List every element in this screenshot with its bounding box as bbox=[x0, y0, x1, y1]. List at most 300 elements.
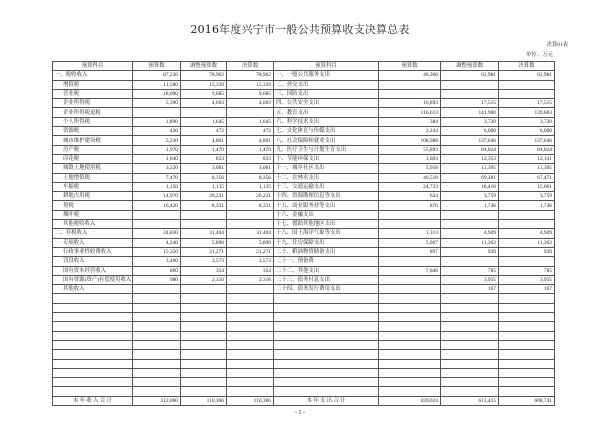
income-final-cell bbox=[227, 322, 274, 331]
income-adjusted-cell: 21,271 bbox=[181, 247, 227, 256]
expenditure-final-cell: 785 bbox=[499, 266, 555, 275]
expenditure-item-cell: 二十二、其他支出 bbox=[274, 266, 379, 275]
income-adjusted-cell: 472 bbox=[181, 127, 227, 136]
income-item-cell: 个人所得税 bbox=[53, 117, 133, 126]
document-title: 2016年度兴宁市一般公共预算收支决算总表 bbox=[190, 23, 410, 36]
expenditure-item-cell bbox=[274, 387, 379, 396]
table-row bbox=[53, 117, 555, 126]
income-budget-cell bbox=[133, 340, 181, 349]
expenditure-final-cell: 3,720 bbox=[499, 117, 555, 126]
income-item-cell: 企业所得税 bbox=[53, 99, 133, 108]
table-row bbox=[53, 80, 555, 89]
expenditure-final-cell bbox=[499, 313, 555, 322]
income-item-cell bbox=[53, 303, 133, 312]
expenditure-final-cell: 920 bbox=[499, 247, 555, 256]
expenditure-item-cell: 十四、资源勘探信息等支出 bbox=[274, 192, 379, 201]
income-final-cell bbox=[227, 108, 274, 117]
income-final-cell bbox=[227, 285, 274, 294]
empty-row bbox=[53, 350, 555, 359]
income-adjusted-cell bbox=[181, 210, 227, 219]
income-final-cell bbox=[227, 294, 274, 303]
income-item-cell bbox=[53, 368, 133, 377]
income-item-cell bbox=[53, 387, 133, 396]
expenditure-final-cell: 3,759 bbox=[499, 192, 555, 201]
income-budget-cell: 11,580 bbox=[133, 80, 181, 89]
expenditure-budget-cell bbox=[379, 220, 441, 229]
empty-row bbox=[53, 378, 555, 387]
expenditure-adjusted-cell bbox=[441, 387, 499, 396]
income-item-cell: 车船税 bbox=[53, 182, 133, 191]
budget-table bbox=[52, 61, 555, 406]
income-final-cell bbox=[227, 359, 274, 368]
expenditure-final-cell bbox=[499, 210, 555, 219]
header-income-item: 预算科目 bbox=[53, 62, 133, 71]
expenditure-adjusted-cell: 3,720 bbox=[441, 117, 499, 126]
income-budget-cell: 980 bbox=[133, 275, 181, 284]
expenditure-item-cell: 二十三、债务付息支出 bbox=[274, 275, 379, 284]
table-row bbox=[53, 89, 555, 98]
expenditure-item-cell bbox=[274, 322, 379, 331]
income-budget-cell bbox=[133, 313, 181, 322]
expenditure-adjusted-cell bbox=[441, 257, 499, 266]
income-item-cell: 营业税 bbox=[53, 89, 133, 98]
expenditure-item-cell: 十五、商业服务业等支出 bbox=[274, 201, 379, 210]
total-row bbox=[53, 396, 555, 405]
income-final-cell bbox=[227, 303, 274, 312]
expenditure-final-cell: 167 bbox=[499, 285, 555, 294]
expenditure-budget-cell: 5,958 bbox=[379, 164, 441, 173]
income-final-cell bbox=[227, 368, 274, 377]
expenditure-adjusted-cell: 17,515 bbox=[441, 99, 499, 108]
income-budget-cell bbox=[133, 368, 181, 377]
table-row bbox=[53, 99, 555, 108]
expenditure-final-cell bbox=[499, 294, 555, 303]
expenditure-item-cell: 十二、农林水支出 bbox=[274, 173, 379, 182]
expenditure-final-cell: 139,603 bbox=[499, 108, 555, 117]
income-item-cell: 印花税 bbox=[53, 154, 133, 163]
expenditure-budget-cell: 108,986 bbox=[379, 136, 441, 145]
expenditure-adjusted-cell bbox=[441, 350, 499, 359]
expenditure-final-cell bbox=[499, 80, 555, 89]
income-final-cell bbox=[227, 350, 274, 359]
expenditure-budget-cell: 116,613 bbox=[379, 108, 441, 117]
table-row bbox=[53, 201, 555, 210]
expenditure-budget-cell bbox=[379, 350, 441, 359]
expenditure-item-cell: 五、教育支出 bbox=[274, 108, 379, 117]
income-adjusted-cell: 8,331 bbox=[181, 201, 227, 210]
expenditure-item-cell: 二、外交支出 bbox=[274, 80, 379, 89]
expenditure-final-cell bbox=[499, 340, 555, 349]
table-row bbox=[53, 164, 555, 173]
expenditure-adjusted-cell bbox=[441, 322, 499, 331]
income-adjusted-cell bbox=[181, 108, 227, 117]
table-row bbox=[53, 145, 555, 154]
expenditure-adjusted-cell: 6,060 bbox=[441, 127, 499, 136]
income-budget-cell bbox=[133, 285, 181, 294]
income-item-cell bbox=[53, 294, 133, 303]
expenditure-item-cell: 八、社会保障和就业支出 bbox=[274, 136, 379, 145]
income-item-cell bbox=[53, 331, 133, 340]
income-final-cell: 4,801 bbox=[227, 136, 274, 145]
income-adjusted-cell: 4,801 bbox=[181, 136, 227, 145]
income-adjusted-cell: 78,962 bbox=[181, 71, 227, 80]
form-code: 决算01表 bbox=[546, 42, 568, 48]
income-budget-cell bbox=[133, 322, 181, 331]
income-item-cell: 城镇土地使用税 bbox=[53, 164, 133, 173]
income-adjusted-cell bbox=[181, 368, 227, 377]
table-row bbox=[53, 266, 555, 275]
expenditure-final-cell: 6,060 bbox=[499, 127, 555, 136]
expenditure-item-cell: 七、文化体育与传媒支出 bbox=[274, 127, 379, 136]
expenditure-budget-cell bbox=[379, 359, 441, 368]
expenditure-adjusted-cell bbox=[441, 313, 499, 322]
income-adjusted-cell: 2,316 bbox=[181, 275, 227, 284]
income-adjusted-cell: 15,339 bbox=[181, 80, 227, 89]
income-final-cell: 1,645 bbox=[227, 117, 274, 126]
table-row bbox=[53, 210, 555, 219]
expenditure-adjusted-cell bbox=[441, 359, 499, 368]
header-income-final: 决算数 bbox=[227, 62, 274, 71]
expenditure-budget-cell: 7,646 bbox=[379, 266, 441, 275]
income-adjusted-cell: 354 bbox=[181, 266, 227, 275]
income-final-cell: 5,890 bbox=[227, 238, 274, 247]
expenditure-item-cell: 一、一般公共服务支出 bbox=[274, 71, 379, 80]
income-item-cell: 国有资源(资产)有偿使用收入 bbox=[53, 275, 133, 284]
expenditure-final-cell: 4,949 bbox=[499, 229, 555, 238]
income-total-adjusted: 110,366 bbox=[181, 396, 227, 405]
table-row bbox=[53, 71, 555, 80]
income-budget-cell: 3,460 bbox=[133, 257, 181, 266]
income-total-label: 本 年 收 入 合 计 bbox=[53, 396, 133, 405]
income-budget-cell: 1,150 bbox=[133, 182, 181, 191]
expenditure-budget-cell bbox=[379, 257, 441, 266]
income-item-cell: 契税 bbox=[53, 201, 133, 210]
expenditure-final-cell: 11,363 bbox=[499, 238, 555, 247]
income-final-cell bbox=[227, 378, 274, 387]
income-final-cell bbox=[227, 210, 274, 219]
income-final-cell: 2,316 bbox=[227, 275, 274, 284]
table-row bbox=[53, 247, 555, 256]
income-adjusted-cell: 1,470 bbox=[181, 145, 227, 154]
expenditure-item-cell bbox=[274, 340, 379, 349]
income-adjusted-cell: 1,135 bbox=[181, 182, 227, 191]
income-budget-cell bbox=[133, 294, 181, 303]
expenditure-adjusted-cell: 69,281 bbox=[441, 173, 499, 182]
expenditure-item-cell: 二十、粮油物资储备支出 bbox=[274, 247, 379, 256]
expenditure-item-cell: 四、公共安全支出 bbox=[274, 99, 379, 108]
expenditure-adjusted-cell: 84,824 bbox=[441, 145, 499, 154]
income-adjusted-cell bbox=[181, 285, 227, 294]
table-row bbox=[53, 229, 555, 238]
expenditure-budget-cell bbox=[379, 368, 441, 377]
expenditure-item-cell: 十三、交通运输支出 bbox=[274, 182, 379, 191]
expenditure-budget-cell: 624 bbox=[379, 192, 441, 201]
income-adjusted-cell: 3,573 bbox=[181, 257, 227, 266]
expenditure-adjusted-cell bbox=[441, 303, 499, 312]
expenditure-budget-cell bbox=[379, 89, 441, 98]
income-budget-cell: 430 bbox=[133, 127, 181, 136]
expenditure-budget-cell bbox=[379, 285, 441, 294]
income-adjusted-cell bbox=[181, 322, 227, 331]
expenditure-final-cell: 1,746 bbox=[499, 201, 555, 210]
expenditure-final-cell: 13,395 bbox=[499, 164, 555, 173]
expenditure-final-cell: 12,141 bbox=[499, 154, 555, 163]
expenditure-total-adjusted: 613,415 bbox=[441, 396, 499, 405]
income-budget-cell: 1,040 bbox=[133, 154, 181, 163]
expenditure-adjusted-cell bbox=[441, 340, 499, 349]
expenditure-item-cell bbox=[274, 359, 379, 368]
income-final-cell: 3,081 bbox=[227, 164, 274, 173]
income-final-cell: 354 bbox=[227, 266, 274, 275]
expenditure-adjusted-cell bbox=[441, 220, 499, 229]
expenditure-adjusted-cell: 137,646 bbox=[441, 136, 499, 145]
expenditure-budget-cell bbox=[379, 331, 441, 340]
expenditure-adjusted-cell: 1,746 bbox=[441, 201, 499, 210]
expenditure-final-cell bbox=[499, 257, 555, 266]
expenditure-final-cell: 67,471 bbox=[499, 173, 555, 182]
expenditure-item-cell: 十六、金融支出 bbox=[274, 210, 379, 219]
header-income-adjusted: 调整预算数 bbox=[181, 62, 227, 71]
expenditure-final-cell: 84,824 bbox=[499, 145, 555, 154]
table-row bbox=[53, 173, 555, 182]
income-final-cell bbox=[227, 220, 274, 229]
expenditure-adjusted-cell: 920 bbox=[441, 247, 499, 256]
income-budget-cell: 14,970 bbox=[133, 192, 181, 201]
header-expenditure-item: 预算科目 bbox=[274, 62, 379, 71]
expenditure-budget-cell: 1,313 bbox=[379, 229, 441, 238]
income-final-cell: 8,331 bbox=[227, 201, 274, 210]
expenditure-item-cell: 十九、住房保障支出 bbox=[274, 238, 379, 247]
income-adjusted-cell: 833 bbox=[181, 154, 227, 163]
table-row bbox=[53, 238, 555, 247]
income-final-cell bbox=[227, 313, 274, 322]
unit-label: 单位：万元 bbox=[526, 52, 553, 58]
income-budget-cell bbox=[133, 378, 181, 387]
income-final-cell bbox=[227, 387, 274, 396]
expenditure-item-cell bbox=[274, 378, 379, 387]
page-number: - 1 - bbox=[295, 410, 305, 416]
expenditure-adjusted-cell: 11,363 bbox=[441, 238, 499, 247]
expenditure-final-cell bbox=[499, 359, 555, 368]
income-item-cell: 城市维护建设税 bbox=[53, 136, 133, 145]
expenditure-item-cell: 十一、城乡社区支出 bbox=[274, 164, 379, 173]
expenditure-final-cell: 62,981 bbox=[499, 71, 555, 80]
income-adjusted-cell bbox=[181, 220, 227, 229]
expenditure-adjusted-cell bbox=[441, 210, 499, 219]
expenditure-final-cell bbox=[499, 387, 555, 396]
expenditure-adjusted-cell: 62,981 bbox=[441, 71, 499, 80]
expenditure-adjusted-cell bbox=[441, 331, 499, 340]
expenditure-item-cell: 十、节能环保支出 bbox=[274, 154, 379, 163]
income-adjusted-cell: 1,645 bbox=[181, 117, 227, 126]
income-item-cell: 行政事业性收费收入 bbox=[53, 247, 133, 256]
expenditure-adjusted-cell: 3,759 bbox=[441, 192, 499, 201]
income-budget-cell bbox=[133, 331, 181, 340]
expenditure-item-cell bbox=[274, 313, 379, 322]
expenditure-adjusted-cell: 167 bbox=[441, 285, 499, 294]
table-row bbox=[53, 220, 555, 229]
expenditure-item-cell bbox=[274, 294, 379, 303]
income-budget-cell: 800 bbox=[133, 266, 181, 275]
income-adjusted-cell: 3,081 bbox=[181, 164, 227, 173]
expenditure-adjusted-cell: 141,900 bbox=[441, 108, 499, 117]
income-adjusted-cell bbox=[181, 378, 227, 387]
income-budget-cell: 1,970 bbox=[133, 145, 181, 154]
income-adjusted-cell bbox=[181, 359, 227, 368]
expenditure-final-cell bbox=[499, 322, 555, 331]
expenditure-total-final: 608,741 bbox=[499, 396, 555, 405]
income-budget-cell: 24,830 bbox=[133, 229, 181, 238]
expenditure-budget-cell: 1,603 bbox=[379, 154, 441, 163]
table-row bbox=[53, 154, 555, 163]
empty-row bbox=[53, 313, 555, 322]
income-budget-cell bbox=[133, 108, 181, 117]
income-item-cell: 其他收入 bbox=[53, 285, 133, 294]
income-item-cell: 烟叶税 bbox=[53, 210, 133, 219]
income-item-cell bbox=[53, 359, 133, 368]
expenditure-final-cell: 17,515 bbox=[499, 99, 555, 108]
expenditure-budget-cell bbox=[379, 387, 441, 396]
expenditure-adjusted-cell: 12,353 bbox=[441, 154, 499, 163]
income-adjusted-cell bbox=[181, 331, 227, 340]
table-row bbox=[53, 182, 555, 191]
expenditure-budget-cell bbox=[379, 275, 441, 284]
expenditure-item-cell bbox=[274, 368, 379, 377]
income-adjusted-cell bbox=[181, 387, 227, 396]
expenditure-item-cell bbox=[274, 331, 379, 340]
income-final-cell: 1,135 bbox=[227, 182, 274, 191]
income-adjusted-cell: 31,404 bbox=[181, 229, 227, 238]
income-item-cell bbox=[53, 350, 133, 359]
expenditure-item-cell: 九、医疗卫生与计划生育支出 bbox=[274, 145, 379, 154]
income-budget-cell: 15,350 bbox=[133, 247, 181, 256]
expenditure-adjusted-cell bbox=[441, 368, 499, 377]
income-item-cell: 增值税 bbox=[53, 80, 133, 89]
header-expenditure-budget: 预算数 bbox=[379, 62, 441, 71]
income-budget-cell: 16,420 bbox=[133, 201, 181, 210]
income-item-cell bbox=[53, 340, 133, 349]
expenditure-final-cell bbox=[499, 378, 555, 387]
expenditure-adjusted-cell bbox=[441, 378, 499, 387]
income-item-cell: 企业所得税退税 bbox=[53, 108, 133, 117]
expenditure-budget-cell: 16,893 bbox=[379, 99, 441, 108]
income-item-cell: 罚没收入 bbox=[53, 257, 133, 266]
income-adjusted-cell: 9,685 bbox=[181, 89, 227, 98]
income-final-cell bbox=[227, 340, 274, 349]
header-row bbox=[53, 62, 555, 71]
table-row bbox=[53, 136, 555, 145]
income-item-cell: 资源税 bbox=[53, 127, 133, 136]
empty-row bbox=[53, 340, 555, 349]
expenditure-adjusted-cell bbox=[441, 89, 499, 98]
income-adjusted-cell bbox=[181, 294, 227, 303]
empty-row bbox=[53, 331, 555, 340]
expenditure-adjusted-cell: 4,949 bbox=[441, 229, 499, 238]
expenditure-total-label: 本 年 支 出 合 计 bbox=[274, 396, 379, 405]
income-adjusted-cell bbox=[181, 313, 227, 322]
empty-row bbox=[53, 359, 555, 368]
income-budget-cell: 3,220 bbox=[133, 164, 181, 173]
income-final-cell: 472 bbox=[227, 127, 274, 136]
income-total-final: 110,366 bbox=[227, 396, 274, 405]
empty-row bbox=[53, 303, 555, 312]
expenditure-final-cell: 137,646 bbox=[499, 136, 555, 145]
expenditure-final-cell bbox=[499, 331, 555, 340]
income-final-cell: 21,271 bbox=[227, 247, 274, 256]
expenditure-budget-cell bbox=[379, 340, 441, 349]
expenditure-total-budget: 439,024 bbox=[379, 396, 441, 405]
empty-row bbox=[53, 387, 555, 396]
income-item-cell: 耕地占用税 bbox=[53, 192, 133, 201]
income-budget-cell: 5,390 bbox=[133, 99, 181, 108]
expenditure-item-cell: 十八、国土海洋气象等支出 bbox=[274, 229, 379, 238]
income-final-cell: 3,573 bbox=[227, 257, 274, 266]
income-adjusted-cell: 5,890 bbox=[181, 238, 227, 247]
expenditure-item-cell bbox=[274, 303, 379, 312]
expenditure-budget-cell: 46,306 bbox=[379, 71, 441, 80]
expenditure-adjusted-cell: 13,395 bbox=[441, 164, 499, 173]
income-budget-cell: 4,240 bbox=[133, 238, 181, 247]
income-item-cell: 一、税收收入 bbox=[53, 71, 133, 80]
table-body bbox=[53, 71, 555, 396]
expenditure-budget-cell bbox=[379, 322, 441, 331]
expenditure-budget-cell bbox=[379, 210, 441, 219]
expenditure-final-cell: 15,061 bbox=[499, 182, 555, 191]
expenditure-final-cell bbox=[499, 368, 555, 377]
empty-row bbox=[53, 368, 555, 377]
expenditure-budget-cell: 55,893 bbox=[379, 145, 441, 154]
income-budget-cell: 5,230 bbox=[133, 136, 181, 145]
expenditure-budget-cell bbox=[379, 378, 441, 387]
expenditure-final-cell bbox=[499, 303, 555, 312]
income-budget-cell bbox=[133, 210, 181, 219]
expenditure-budget-cell: 384 bbox=[379, 117, 441, 126]
income-adjusted-cell bbox=[181, 340, 227, 349]
expenditure-budget-cell bbox=[379, 294, 441, 303]
income-adjusted-cell bbox=[181, 303, 227, 312]
income-total-budget: 112,060 bbox=[133, 396, 181, 405]
income-adjusted-cell: 4,603 bbox=[181, 99, 227, 108]
income-budget-cell: 7,470 bbox=[133, 173, 181, 182]
income-budget-cell bbox=[133, 387, 181, 396]
expenditure-final-cell bbox=[499, 220, 555, 229]
expenditure-final-cell: 3,935 bbox=[499, 275, 555, 284]
expenditure-budget-cell: 5,007 bbox=[379, 238, 441, 247]
expenditure-budget-cell: 2,244 bbox=[379, 127, 441, 136]
expenditure-final-cell bbox=[499, 350, 555, 359]
header-expenditure-adjusted: 调整预算数 bbox=[441, 62, 499, 71]
income-adjusted-cell: 8,356 bbox=[181, 173, 227, 182]
income-budget-cell bbox=[133, 220, 181, 229]
income-item-cell: 其他税收收入 bbox=[53, 220, 133, 229]
expenditure-item-cell: 三、国防支出 bbox=[274, 89, 379, 98]
income-item-cell: 二、非税收入 bbox=[53, 229, 133, 238]
expenditure-item-cell: 十七、援助其他地区支出 bbox=[274, 220, 379, 229]
header-expenditure-final: 决算数 bbox=[499, 62, 555, 71]
header-income-budget: 预算数 bbox=[133, 62, 181, 71]
expenditure-budget-cell: 24,733 bbox=[379, 182, 441, 191]
expenditure-adjusted-cell bbox=[441, 80, 499, 89]
income-final-cell: 4,603 bbox=[227, 99, 274, 108]
empty-row bbox=[53, 322, 555, 331]
expenditure-adjusted-cell: 3,935 bbox=[441, 275, 499, 284]
income-item-cell: 房产税 bbox=[53, 145, 133, 154]
income-item-cell bbox=[53, 313, 133, 322]
income-final-cell bbox=[227, 331, 274, 340]
income-item-cell: 专项收入 bbox=[53, 238, 133, 247]
income-budget-cell: 18,090 bbox=[133, 89, 181, 98]
income-final-cell: 833 bbox=[227, 154, 274, 163]
